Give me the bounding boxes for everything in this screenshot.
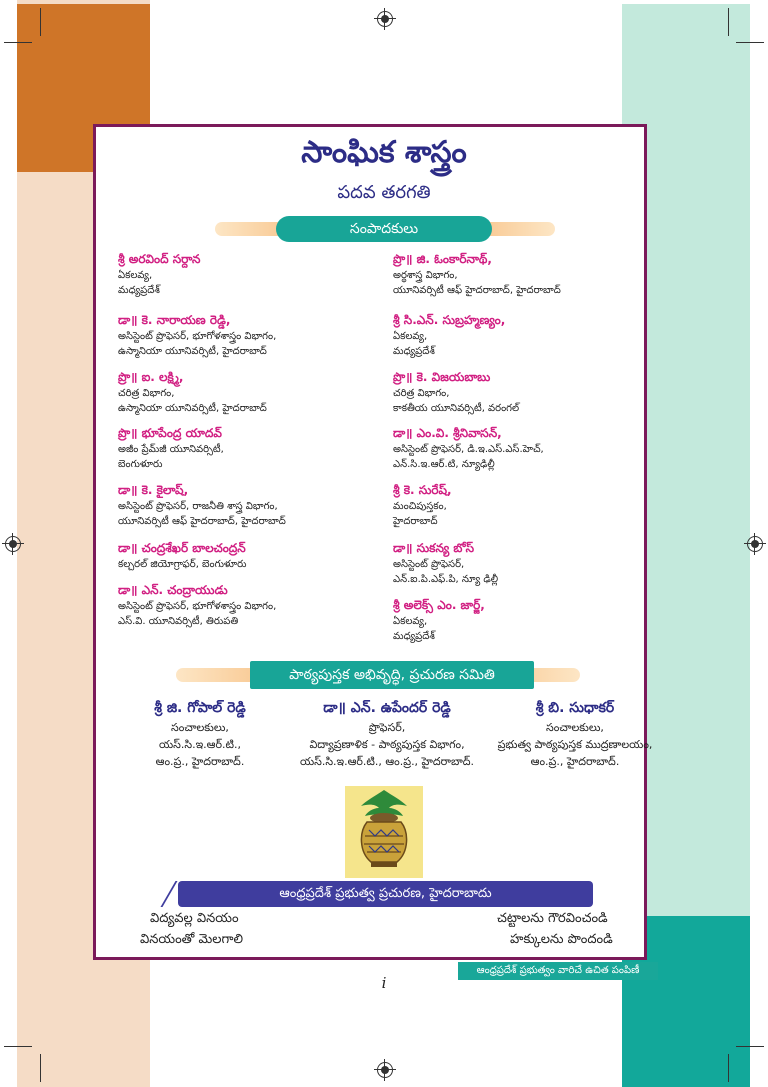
editor-name: శ్రీ సి.ఎన్. సుబ్రహ్మణ్యం,	[393, 313, 506, 327]
editor-affiliation: అసిస్టెంట్ ప్రొఫెసర్, భూగోళశాస్త్రం విభాగం,	[118, 331, 277, 342]
editor-entry	[118, 424, 363, 472]
committee-member	[110, 697, 290, 770]
committee-member-detail: ప్రొఫెసర్,	[368, 721, 406, 734]
editor-affiliation: మధ్యప్రదేశ్	[393, 346, 435, 357]
editor-name: డా॥ ఎన్. చంద్రాయుడు	[118, 583, 228, 597]
editors-heading: సంపాదకులు	[276, 216, 492, 242]
committee-member-detail: సంచాలకులు,	[546, 721, 604, 734]
editor-name: డా॥ సుకన్య బోస్	[393, 541, 475, 555]
committee-member-detail: యస్.సి.ఇ.ఆర్.టి., ఆం.ప్ర., హైదరాబాద్.	[299, 755, 475, 768]
editor-name: ప్రొ॥ జి. ఓంకార్‌నాథ్,	[393, 252, 492, 266]
committee-heading: పాఠ్యపుస్తక అభివృద్ధి, ప్రచురణ సమితి	[250, 661, 534, 689]
committee-member-name: శ్రీ జి. గోపాల్ రెడ్డి	[154, 700, 246, 716]
editor-name: డా॥ ఎం.వి. శ్రీనివాసన్,	[393, 426, 502, 440]
editor-entry	[118, 250, 363, 298]
editor-affiliation: ఉస్మానియా యూనివర్సిటీ, హైదరాబాద్	[118, 403, 267, 414]
editor-name: శ్రీ అరవింద్ సర్దాన	[118, 252, 201, 266]
committee-member-name: శ్రీ బి. సుధాకర్	[535, 700, 615, 716]
committee-member-detail: ఆం.ప్ర., హైదరాబాద్.	[530, 755, 620, 768]
editor-affiliation: అసిస్టెంట్ ప్రొఫెసర్, రాజనీతి శాస్త్ర విభాగం,	[118, 501, 278, 512]
crop-mark	[4, 1046, 32, 1047]
kalasam-emblem-icon	[345, 786, 423, 878]
publisher-bar: ఆంధ్రప్రదేశ్ ప్రభుత్వ ప్రచురణ, హైదరాబాదు	[178, 881, 593, 907]
committee-member-detail: ఆం.ప్ర., హైదరాబాద్.	[155, 755, 245, 768]
page-number: i	[381, 974, 387, 992]
editor-name: శ్రీ అలెక్స్ ఎం. జార్జ్,	[393, 598, 485, 612]
committee-member-name: డా॥ ఎన్. ఉపేందర్ రెడ్డి	[323, 700, 451, 716]
editor-entry	[393, 539, 638, 587]
editor-affiliation: ఎన్.ఐ.పి.ఎఫ్.పి, న్యూ ఢిల్లీ	[393, 574, 499, 585]
editor-name: డా॥ కె. కైలాష్,	[118, 483, 189, 497]
editor-affiliation: చరిత్ర విభాగం,	[393, 388, 450, 399]
editor-affiliation: యూనివర్సిటీ ఆఫ్ హైదరాబాద్, హైదరాబాద్	[118, 516, 286, 527]
editor-entry	[393, 250, 638, 298]
committee-member-detail: యస్.సి.ఇ.ఆర్.టి.,	[159, 738, 241, 751]
editor-affiliation: అర్థశాస్త్ర విభాగం,	[393, 270, 458, 281]
editor-name: ప్రొ॥ కె. విజయబాబు	[393, 370, 491, 384]
committee-member-detail: సంచాలకులు,	[171, 721, 229, 734]
editor-entry	[393, 481, 638, 529]
editor-entry	[118, 581, 363, 629]
editor-affiliation: చరిత్ర విభాగం,	[118, 388, 175, 399]
committee-member-detail: విద్యాప్రణాళిక - పాఠ్యపుస్తక విభాగం,	[309, 738, 465, 751]
editor-entry	[393, 311, 638, 359]
book-class: పదవ తరగతి	[337, 182, 431, 203]
book-title: సాంఘిక శాస్త్రం	[301, 135, 467, 170]
crop-mark	[728, 8, 729, 36]
editor-entry	[393, 424, 638, 472]
editor-entry	[393, 596, 638, 644]
motto-right-1: చట్టాలను గౌరవించండి	[497, 911, 608, 926]
editor-name: శ్రీ కె. సురేష్,	[393, 483, 452, 497]
editor-affiliation: బెంగుళూరు	[118, 459, 163, 470]
editor-affiliation: అసిస్టెంట్ ప్రొఫెసర్,	[393, 559, 465, 570]
editor-affiliation: మంచిపుస్తకం,	[393, 501, 447, 512]
editor-name: డా॥ కె. నారాయణ రెడ్డి,	[118, 313, 231, 327]
editor-affiliation: ఎన్.సి.ఇ.ఆర్.టి, న్యూఢిల్లీ	[393, 459, 495, 470]
editor-affiliation: కాకతీయ యూనివర్సిటీ, వరంగల్	[393, 403, 520, 414]
committee-member-detail: ప్రభుత్వ పాఠ్యపుస్తక ముద్రణాలయం,	[497, 738, 653, 751]
editor-affiliation: ఉస్మానియా యూనివర్సిటీ, హైదరాబాద్	[118, 346, 267, 357]
editor-affiliation: కల్చరల్ జియోగ్రాఫర్, బెంగుళూరు	[118, 559, 247, 570]
crop-mark	[736, 42, 764, 43]
editor-entry	[118, 311, 363, 359]
editor-affiliation: హైదరాబాద్	[393, 516, 438, 527]
crop-mark	[728, 1054, 729, 1082]
editor-affiliation: మధ్యప్రదేశ్	[118, 285, 160, 296]
editor-affiliation: ఎస్.వి. యూనివర్సిటీ, తిరుపతి	[118, 616, 239, 627]
crop-mark	[40, 1054, 41, 1082]
editor-affiliation: మధ్యప్రదేశ్	[393, 631, 435, 642]
editor-name: ప్రొ॥ ఐ. లక్ష్మి,	[118, 370, 184, 384]
crop-mark	[4, 42, 32, 43]
crop-mark	[736, 1046, 764, 1047]
motto-right-2: హక్కులను పొందండి	[510, 932, 613, 947]
registration-mark-icon	[377, 11, 393, 27]
committee-member	[490, 697, 660, 770]
editor-name: ప్రొ॥ భూపేంద్ర యాదవ్	[118, 426, 222, 440]
editor-entry	[393, 368, 638, 416]
editor-affiliation: అసిస్టెంట్ ప్రొఫెసర్, డి.ఇ.ఎస్.ఎస్.హెచ్,	[393, 444, 544, 455]
editor-entry	[118, 481, 363, 529]
crop-mark	[40, 8, 41, 36]
editor-affiliation: ఏకలవ్య,	[393, 331, 428, 342]
committee-member	[282, 697, 492, 770]
free-distribution-label: ఆంధ్రప్రదేశ్ ప్రభుత్వం వారిచే ఉచిత పంపిణీ	[458, 962, 658, 980]
editor-affiliation: అజీం ప్రేమ్‌జీ యూనివర్సిటీ,	[118, 444, 224, 455]
editor-affiliation: ఏకలవ్య,	[118, 270, 153, 281]
registration-mark-icon	[5, 536, 21, 552]
editor-entry	[118, 368, 363, 416]
registration-mark-icon	[747, 536, 763, 552]
registration-mark-icon	[377, 1062, 393, 1078]
editor-affiliation: యూనివర్సిటీ ఆఫ్ హైదరాబాద్, హైదరాబాద్	[393, 285, 561, 296]
editor-entry	[118, 539, 363, 572]
motto-left-2: వినయంతో మెలగాలి	[140, 932, 243, 947]
editor-name: డా॥ చంద్రశేఖర్ బాలచంద్రన్	[118, 541, 246, 555]
editor-affiliation: అసిస్టెంట్ ప్రొఫెసర్, భూగోళశాస్త్రం విభాగం,	[118, 601, 277, 612]
motto-left-1: విద్యవల్ల వినయం	[150, 911, 239, 926]
editor-affiliation: ఏకలవ్య,	[393, 616, 428, 627]
